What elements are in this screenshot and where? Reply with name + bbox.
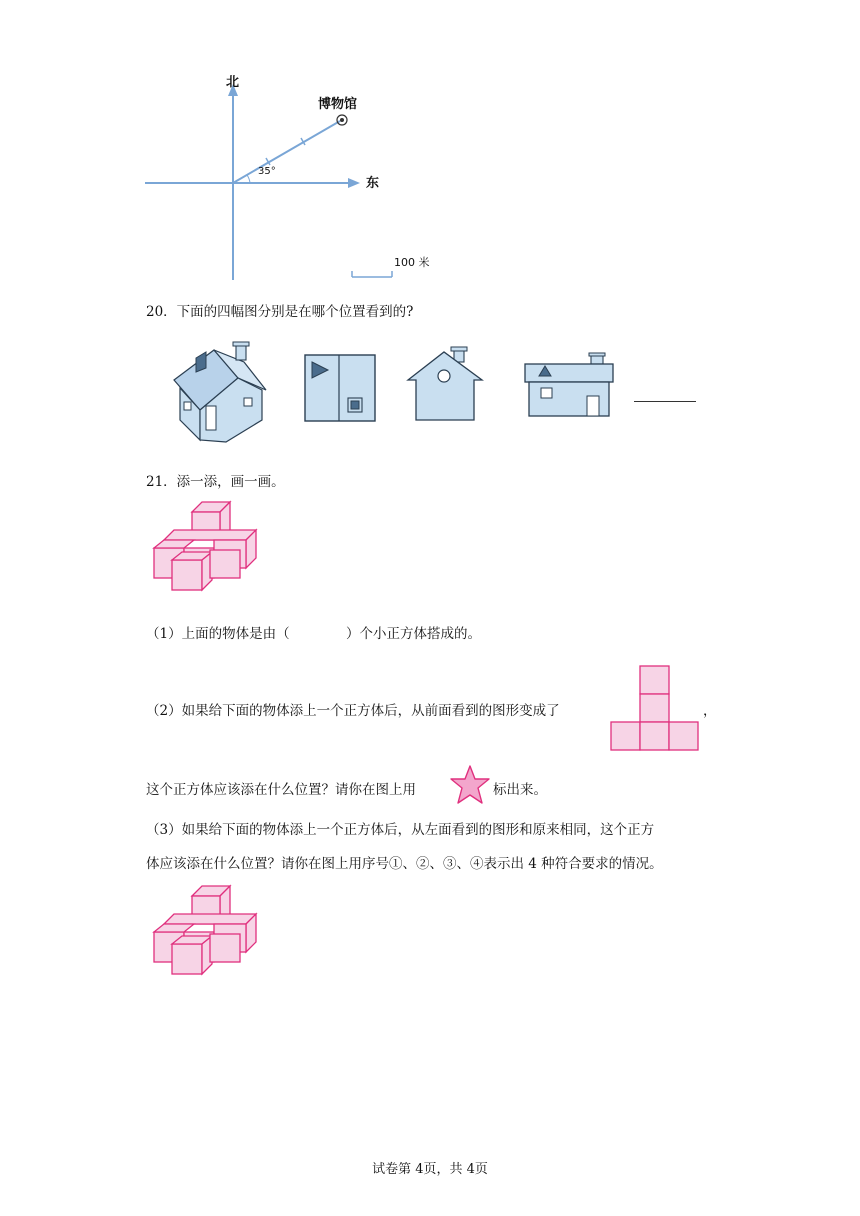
- front-view-figure: [609, 665, 701, 751]
- q21-part2-c: 标出来。: [493, 782, 547, 798]
- east-arrow-icon: [348, 178, 360, 188]
- q21-part2-a: （2）如果给下面的物体添上一个正方体后，从前面看到的图形变成了: [146, 703, 560, 719]
- house-side-view: [406, 346, 484, 422]
- q20-text: 20．下面的四幅图分别是在哪个位置看到的?: [146, 304, 414, 320]
- house-front-view: [523, 352, 615, 418]
- angle-arc: [247, 175, 250, 183]
- house-top-view: [304, 354, 376, 422]
- q21-part3-line1: （3）如果给下面的物体添上一个正方体后，从左面看到的图形和原来相同，这个正方: [146, 822, 655, 838]
- direction-line: [233, 121, 340, 183]
- q21-part2-b: 这个正方体应该添在什么位置？请你在图上用: [146, 782, 416, 798]
- house-perspective-view: [166, 340, 274, 444]
- q21-title: 21．添一添，画一画。: [146, 474, 285, 490]
- angle-label: 35°: [258, 166, 276, 177]
- museum-label: 博物馆: [318, 97, 358, 112]
- part1-answer-blank[interactable]: [298, 622, 346, 640]
- scale-label: 100 米: [394, 256, 430, 269]
- q21-part2-comma: ，: [703, 703, 717, 719]
- cube-figure-1: [150, 500, 262, 592]
- compass-diagram: [140, 70, 400, 290]
- answer-blank-line[interactable]: [634, 401, 696, 402]
- q21-part1-b: ）个小正方体搭成的。: [346, 626, 481, 642]
- north-label: 北: [226, 75, 240, 90]
- east-label: 东: [366, 176, 380, 191]
- museum-marker-dot: [340, 118, 344, 122]
- q21-part3-line2: 体应该添在什么位置？请你在图上用序号①、②、③、④表示出 4 种符合要求的情况。: [146, 856, 663, 872]
- q21-part1-a: （1）上面的物体是由（: [146, 626, 290, 642]
- page-footer: 试卷第 4页，共 4页: [372, 1162, 488, 1177]
- star-icon: [448, 764, 492, 806]
- cube-figure-2: [150, 884, 262, 976]
